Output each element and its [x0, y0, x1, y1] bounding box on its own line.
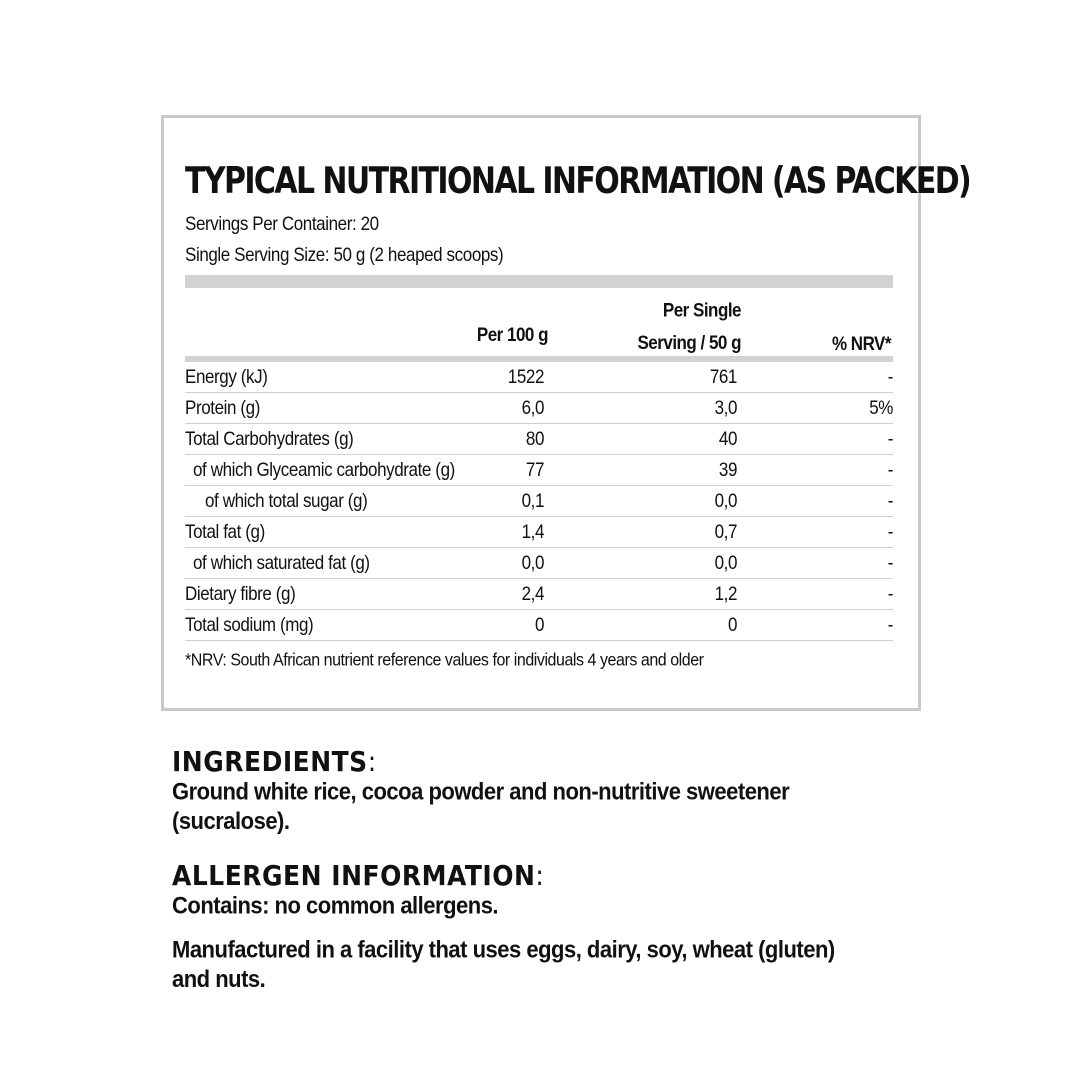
row-label: Total Carbohydrates (g) [185, 428, 354, 450]
row-per-100g: 0,0 [521, 552, 544, 574]
table-row [185, 517, 893, 548]
ingredients-colon: : [367, 745, 377, 778]
row-label: Protein (g) [185, 397, 260, 419]
ingredients-text: Ground white rice, cocoa powder and non-nutritive sweetener (sucralose). [172, 778, 790, 835]
row-per-serving: 761 [709, 366, 737, 388]
row-per-serving: 0,0 [714, 552, 737, 574]
column-header-per-serving [637, 294, 741, 359]
row-per-100g: 1522 [507, 366, 544, 388]
servings-per-container: Servings Per Container: 20 [185, 213, 379, 235]
table-row [185, 486, 893, 517]
column-header-per-serving-line1: Per Single [662, 299, 741, 321]
column-header-nrv: % NRV* [831, 333, 891, 355]
allergen-manufactured: Manufactured in a facility that uses eggs, dairy, soy, wheat (gluten) and nuts. [172, 936, 835, 993]
row-nrv: - [887, 552, 893, 574]
row-nrv: - [887, 614, 893, 636]
table-row [185, 610, 893, 641]
row-label: Energy (kJ) [185, 366, 268, 388]
table-row [185, 455, 893, 486]
row-per-serving: 3,0 [714, 397, 737, 419]
row-per-100g: 1,4 [521, 521, 544, 543]
allergen-title: ALLERGEN INFORMATION [172, 859, 536, 892]
row-label: of which Glyceamic carbohydrate (g) [193, 459, 455, 481]
row-label: of which total sugar (g) [205, 490, 368, 512]
row-label: Total sodium (mg) [185, 614, 314, 636]
row-nrv: - [887, 583, 893, 605]
nutrition-panel [161, 115, 971, 711]
row-per-serving: 0,0 [714, 490, 737, 512]
divider-bar [185, 275, 893, 288]
row-per-100g: 77 [525, 459, 544, 481]
serving-size: Single Serving Size: 50 g (2 heaped scoops) [185, 244, 504, 266]
ingredients-heading [172, 745, 377, 777]
row-nrv: - [887, 490, 893, 512]
row-nrv: - [887, 428, 893, 450]
row-per-100g: 80 [525, 428, 544, 450]
table-row [185, 362, 893, 393]
table-row [185, 424, 893, 455]
column-header-per-serving-line2: Serving / 50 g [637, 332, 741, 354]
row-per-100g: 6,0 [521, 397, 544, 419]
table-row [185, 579, 893, 610]
row-per-serving: 40 [718, 428, 737, 450]
column-header-per-100g: Per 100 g [476, 324, 548, 346]
row-per-100g: 0 [534, 614, 544, 636]
row-per-serving: 39 [718, 459, 737, 481]
allergen-contains: Contains: no common allergens. [172, 892, 499, 920]
row-nrv: - [887, 459, 893, 481]
table-row [185, 548, 893, 579]
row-per-100g: 2,4 [521, 583, 544, 605]
row-nrv: 5% [869, 397, 893, 419]
row-per-serving: 0,7 [714, 521, 737, 543]
row-per-serving: 0 [727, 614, 737, 636]
nrv-footnote: *NRV: South African nutrient reference values for individuals 4 years and older [185, 651, 704, 671]
row-nrv: - [887, 366, 893, 388]
table-row [185, 393, 893, 424]
allergen-colon: : [535, 859, 545, 892]
row-per-100g: 0,1 [521, 490, 544, 512]
row-label: Total fat (g) [185, 521, 265, 543]
row-per-serving: 1,2 [714, 583, 737, 605]
allergen-heading [172, 859, 544, 891]
row-nrv: - [887, 521, 893, 543]
row-label: Dietary fibre (g) [185, 583, 296, 605]
nutrition-title: TYPICAL NUTRITIONAL INFORMATION (AS PACKED) [185, 160, 971, 203]
row-label: of which saturated fat (g) [193, 552, 370, 574]
ingredients-title: INGREDIENTS [172, 745, 368, 778]
nutrition-table [185, 362, 893, 641]
